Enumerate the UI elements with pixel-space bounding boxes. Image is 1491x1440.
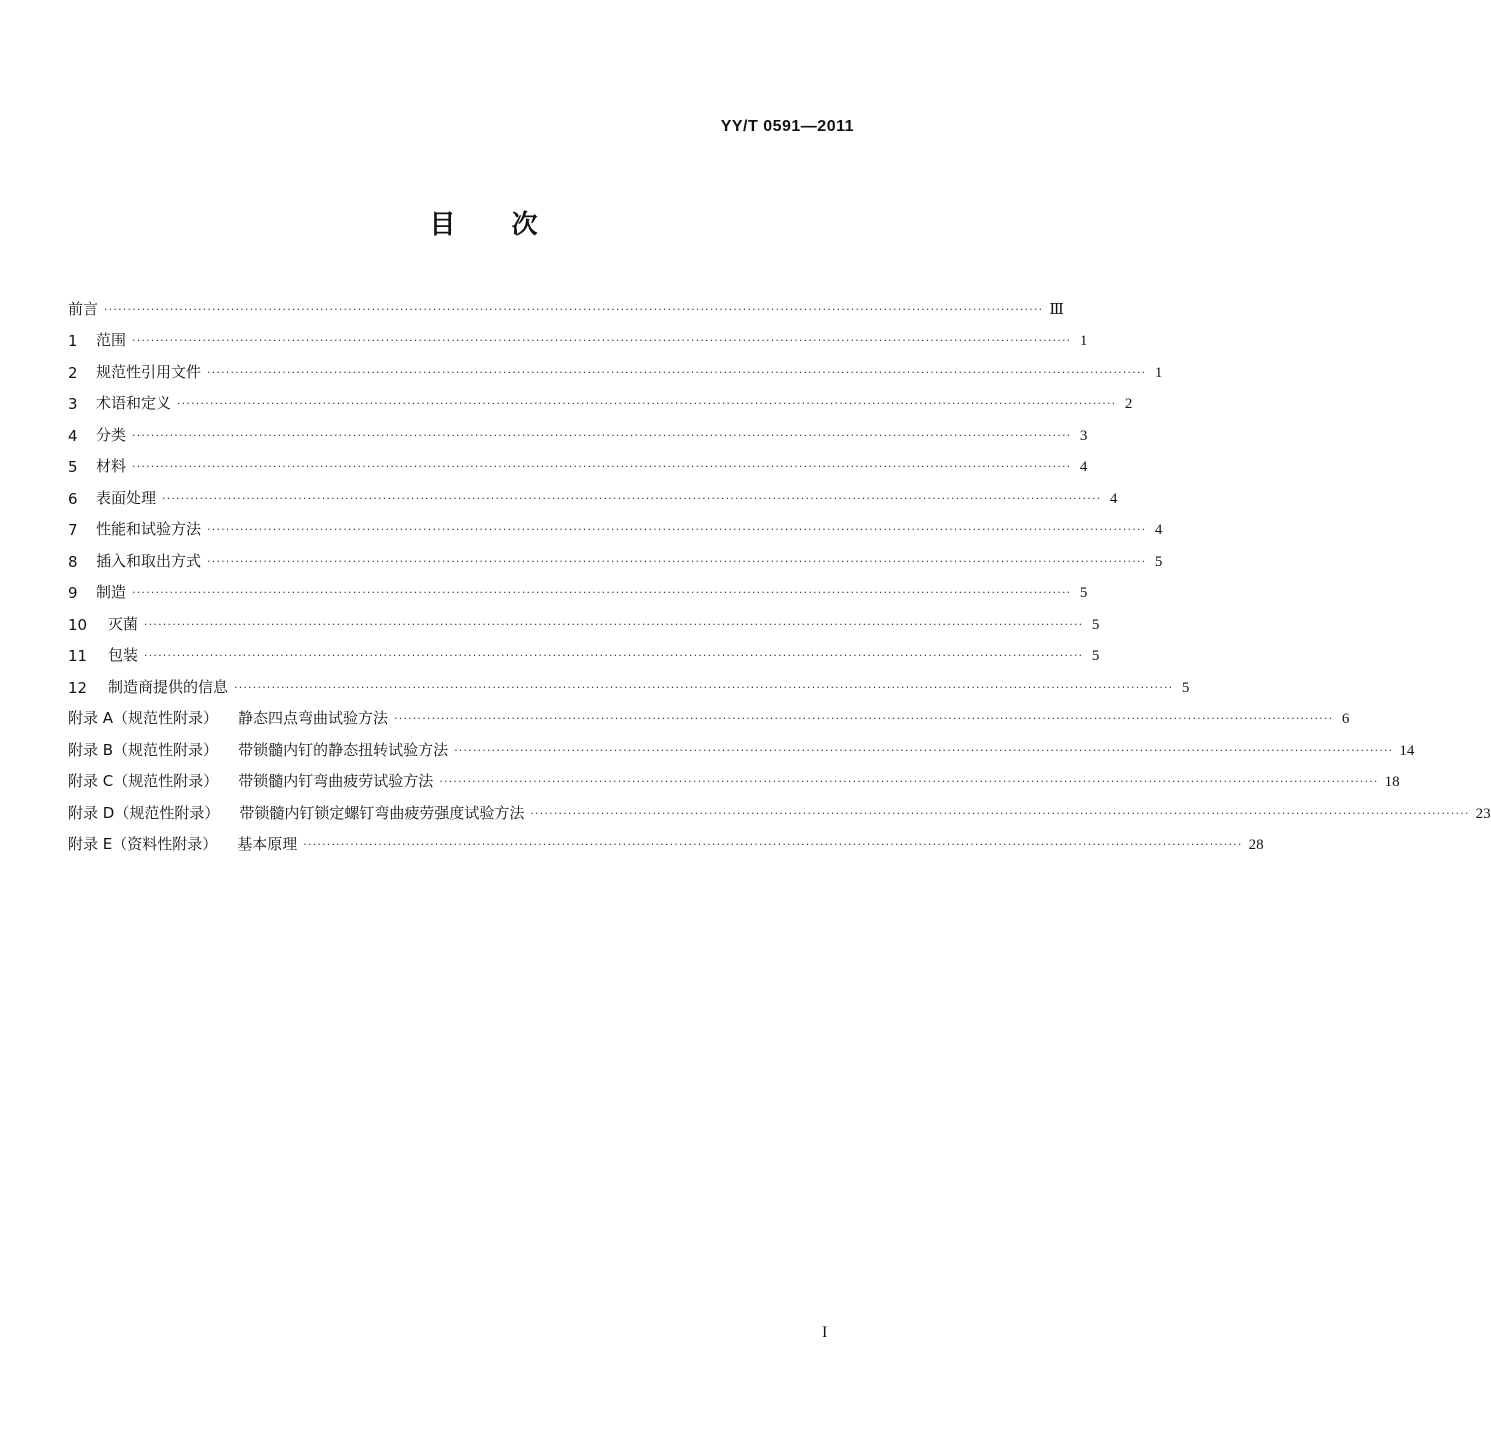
toc-section-number: 5 — [68, 458, 78, 476]
toc-entry-label: 制造商提供的信息 — [108, 677, 229, 696]
toc-leader-dots: ········································································································································································································ — [207, 554, 1147, 568]
toc-page-number: 23 — [1475, 805, 1491, 822]
toc-entry-label: 范围 — [96, 331, 127, 349]
toc-entry-label: 表面处理 — [96, 488, 157, 507]
toc-leader-dots: ········································································································································································································ — [144, 649, 1084, 662]
toc-entry[interactable] — [68, 539, 1163, 571]
toc-leader-dots: ········································································································································································································ — [162, 491, 1102, 505]
title-char-1: 目 — [429, 210, 456, 240]
toc-page-number: 6 — [1341, 711, 1350, 727]
toc-leader-dots: ········································································································································································································ — [132, 428, 1072, 442]
toc-leader-dots: ········································································································································································································ — [104, 302, 1044, 316]
toc-page-number: 5 — [1079, 585, 1088, 601]
toc-entry[interactable] — [68, 571, 1088, 603]
toc-section-number: 10 — [68, 615, 88, 634]
toc-section-number: 6 — [68, 489, 78, 508]
toc-appendix-prefix: 附录 D（规范性附录） — [68, 803, 220, 822]
toc-page-number: 28 — [1248, 837, 1264, 853]
toc-page-number: 3 — [1079, 427, 1088, 444]
toc-entry-label: 带锁髓内钉锁定螺钉弯曲疲劳强度试验方法 — [239, 803, 525, 822]
toc-section-number: 12 — [68, 678, 88, 697]
toc-page-number: 14 — [1399, 742, 1415, 759]
title-char-2: 次 — [511, 210, 538, 240]
toc-leader-dots: ········································································································································································································ — [207, 523, 1147, 536]
toc-entry-label: 前言 — [68, 299, 99, 318]
toc-entry-label: 制造 — [96, 583, 127, 601]
toc-page-number: 1 — [1154, 364, 1163, 381]
toc-page-number: Ⅲ — [1049, 301, 1064, 318]
toc-section-number: 8 — [68, 552, 78, 571]
toc-leader-dots: ········································································································································································································ — [439, 775, 1379, 788]
toc-entry-label: 材料 — [96, 457, 127, 475]
toc-entry[interactable] — [68, 697, 1350, 729]
toc-section-number: 2 — [68, 363, 78, 382]
toc-entry[interactable] — [68, 382, 1133, 414]
toc-entry[interactable] — [68, 602, 1100, 634]
toc-appendix-prefix: 附录 C（规范性附录） — [68, 772, 219, 790]
toc-entry[interactable] — [68, 634, 1100, 666]
toc-entry-label: 基本原理 — [237, 835, 298, 853]
toc-leader-dots: ········································································································································································································ — [132, 334, 1072, 347]
toc-entry-label: 带锁髓内钉的静态扭转试验方法 — [238, 740, 449, 759]
toc-section-number: 11 — [68, 647, 88, 665]
toc-leader-dots: ········································································································································································································ — [144, 617, 1084, 631]
toc-entry-label: 带锁髓内钉弯曲疲劳试验方法 — [238, 772, 434, 790]
toc-entry[interactable] — [68, 823, 1264, 855]
toc-entry[interactable] — [68, 508, 1163, 540]
table-of-contents — [68, 287, 1491, 854]
toc-entry[interactable] — [68, 413, 1088, 445]
toc-entry-label: 灭菌 — [108, 614, 139, 633]
page-title — [0, 204, 967, 241]
toc-section-number: 9 — [68, 584, 78, 602]
toc-page-number: 2 — [1124, 396, 1133, 412]
toc-leader-dots: ········································································································································································································ — [394, 712, 1334, 725]
toc-leader-dots: ········································································································································································································ — [530, 806, 1470, 820]
toc-leader-dots: ········································································································································································································ — [303, 838, 1243, 851]
toc-entry-label: 性能和试验方法 — [96, 520, 202, 538]
toc-page-number: 18 — [1384, 774, 1400, 790]
toc-section-number: 1 — [68, 332, 78, 350]
toc-entry[interactable] — [68, 319, 1088, 351]
toc-entry[interactable] — [68, 445, 1088, 477]
toc-section-number: 7 — [68, 521, 78, 539]
toc-entry-label: 术语和定义 — [96, 394, 172, 412]
toc-section-number: 3 — [68, 395, 78, 413]
toc-entry[interactable] — [68, 476, 1118, 508]
toc-leader-dots: ········································································································································································································ — [132, 460, 1072, 473]
toc-appendix-prefix: 附录 A（规范性附录） — [68, 709, 219, 727]
toc-appendix-prefix: 附录 B（规范性附录） — [68, 740, 219, 759]
toc-entry-label: 规范性引用文件 — [96, 362, 202, 381]
toc-leader-dots: ········································································································································································································ — [177, 397, 1117, 410]
toc-entry[interactable] — [68, 665, 1190, 697]
toc-entry[interactable] — [68, 287, 1064, 319]
toc-page-number: 1 — [1079, 333, 1088, 349]
toc-entry[interactable] — [68, 791, 1491, 823]
toc-page-number: 5 — [1154, 553, 1163, 570]
toc-entry[interactable] — [68, 728, 1415, 760]
standard-code: YY/T 0591—2011 — [720, 118, 854, 135]
toc-entry[interactable] — [68, 760, 1400, 792]
toc-entry-label: 包装 — [108, 646, 139, 664]
toc-page-number: 4 — [1079, 459, 1088, 475]
toc-section-number: 4 — [68, 426, 78, 445]
toc-appendix-prefix: 附录 E（资料性附录） — [68, 835, 218, 853]
toc-page-number: 4 — [1154, 522, 1163, 538]
toc-page-number: 4 — [1109, 490, 1118, 507]
toc-entry[interactable] — [68, 350, 1163, 382]
toc-entry-label: 插入和取出方式 — [96, 551, 202, 570]
toc-leader-dots: ········································································································································································································ — [132, 586, 1072, 599]
toc-page-number: 5 — [1091, 616, 1100, 633]
toc-leader-dots: ········································································································································································································ — [207, 365, 1147, 379]
page-folio: I — [822, 1324, 828, 1341]
toc-page-number: 5 — [1181, 679, 1190, 696]
toc-page-number: 5 — [1091, 648, 1100, 664]
toc-leader-dots: ········································································································································································································ — [234, 680, 1174, 694]
toc-leader-dots: ········································································································································································································ — [454, 743, 1394, 757]
toc-entry-label: 分类 — [96, 425, 127, 444]
toc-entry-label: 静态四点弯曲试验方法 — [238, 709, 389, 727]
